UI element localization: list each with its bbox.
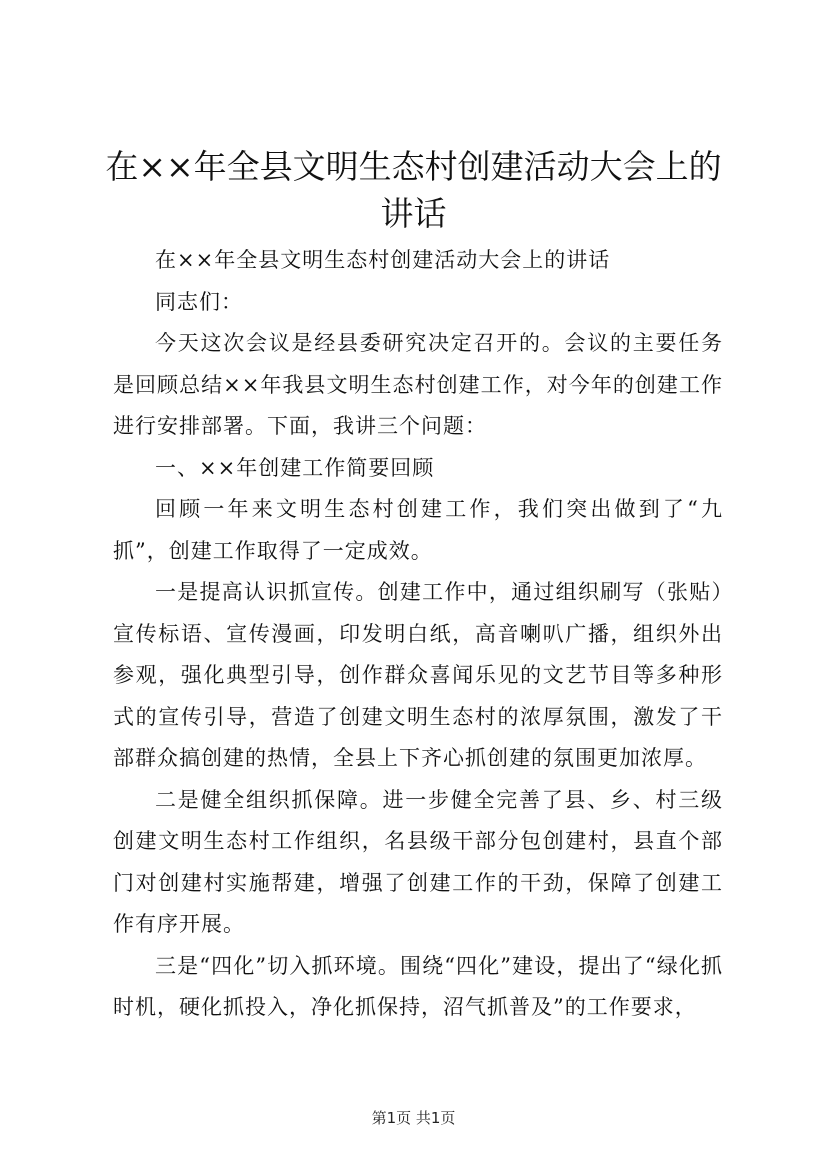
document-title: 在××年全县文明生态村创建活动大会上的讲话	[105, 147, 722, 233]
paragraph-intro: 今天这次会议是经县委研究决定召开的。会议的主要任务是回顾总结××年我县文明生态村创建工作，对今年的创建工作进行安排部署。下面，我讲三个问题：	[113, 331, 723, 438]
paragraph-point-1: 一是提高认识抓宣传。创建工作中，通过组织刷写（张贴）宣传标语、宣传漫画，印发明白纸，高音喇叭广播，组织外出参观，强化典型引导，创作群众喜闻乐见的文艺节目等多种形式的宣传引导，营造了创建文明生态村的浓厚氛围，激发了干部群众搞创建的热情，全县上下齐心抓创建的氛围更加浓厚。	[113, 580, 723, 770]
paragraph-point-3: 三是“四化”切入抓环境。围绕“四化”建设，提出了“绿化抓时机，硬化抓投入，净化抓保持，沼气抓普及”的工作要求，	[113, 953, 723, 1019]
page-number-label: 第1页 共1页	[371, 1109, 456, 1127]
paragraph-salutation: 同志们：	[155, 289, 243, 314]
section-heading-1: 一、××年创建工作简要回顾	[155, 455, 435, 480]
page-footer	[0, 1107, 827, 1128]
document-body	[113, 240, 723, 1029]
paragraph-subtitle: 在××年全县文明生态村创建活动大会上的讲话	[155, 248, 611, 272]
paragraph-review: 回顾一年来文明生态村创建工作，我们突出做到了“九抓”，创建工作取得了一定成效。	[113, 497, 723, 563]
paragraph-point-2: 二是健全组织抓保障。进一步健全完善了县、乡、村三级创建文明生态村工作组织，名县级干部分包创建村，县直个部门对创建村实施帮建，增强了创建工作的干劲，保障了创建工作有序开展。	[113, 787, 723, 936]
